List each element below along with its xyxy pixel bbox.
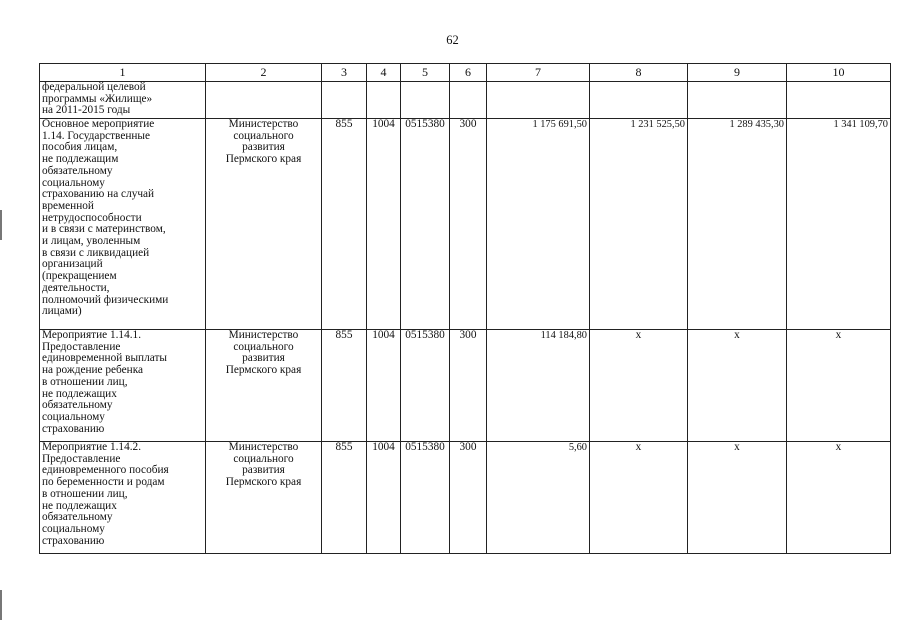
code-cell bbox=[450, 82, 487, 119]
amount-cell: 1 231 525,50 bbox=[590, 119, 688, 330]
amount-cell bbox=[787, 82, 891, 119]
page-number: 62 bbox=[446, 33, 459, 47]
table-row bbox=[40, 442, 891, 554]
code-cell: 855 bbox=[322, 119, 367, 330]
measure-name: Мероприятие 1.14.1. Предоставление единовременной выплаты на рождение ребенка в отношении лиц, не подлежащих обязательному социальному страхованию bbox=[42, 329, 167, 435]
column-header: 4 bbox=[367, 64, 401, 82]
code-cell bbox=[401, 82, 450, 119]
amount-cell bbox=[590, 82, 688, 119]
executor-cell bbox=[206, 82, 322, 119]
code-cell: 300 bbox=[450, 119, 487, 330]
code-cell bbox=[322, 82, 367, 119]
amount-cell bbox=[487, 82, 590, 119]
column-header: 5 bbox=[401, 64, 450, 82]
measure-name-cell bbox=[40, 82, 206, 119]
amount-cell: 1 175 691,50 bbox=[487, 119, 590, 330]
executor: Министерство социального развития Пермского края bbox=[225, 329, 302, 377]
column-header: 6 bbox=[450, 64, 487, 82]
measure-name-cell bbox=[40, 330, 206, 442]
budget-table bbox=[39, 63, 891, 554]
code-cell: 300 bbox=[450, 330, 487, 442]
not-applicable-cell: х bbox=[787, 442, 891, 554]
table-row bbox=[40, 330, 891, 442]
amount-cell bbox=[688, 82, 787, 119]
code-cell: 855 bbox=[322, 442, 367, 554]
table-row bbox=[40, 82, 891, 119]
column-header: 7 bbox=[487, 64, 590, 82]
measure-name: Мероприятие 1.14.2. Предоставление единовременного пособия по беременности и родам в отношении лиц, не подлежащих обязательному социальному страхованию bbox=[42, 441, 169, 547]
measure-name: федеральной целевой программы «Жилище» на 2011-2015 годы bbox=[42, 81, 153, 117]
executor-cell bbox=[206, 330, 322, 442]
executor-cell bbox=[206, 119, 322, 330]
code-cell: 1004 bbox=[367, 442, 401, 554]
column-header: 1 bbox=[40, 64, 206, 82]
scan-edge-mark bbox=[0, 210, 2, 240]
not-applicable-cell: х bbox=[688, 442, 787, 554]
code-cell: 300 bbox=[450, 442, 487, 554]
column-header: 8 bbox=[590, 64, 688, 82]
amount-cell: 5,60 bbox=[487, 442, 590, 554]
amount-cell: 1 289 435,30 bbox=[688, 119, 787, 330]
not-applicable-cell: х bbox=[590, 330, 688, 442]
not-applicable-cell: х bbox=[590, 442, 688, 554]
column-header: 9 bbox=[688, 64, 787, 82]
executor: Министерство социального развития Пермского края bbox=[225, 118, 302, 166]
code-cell: 0515380 bbox=[401, 442, 450, 554]
column-header: 10 bbox=[787, 64, 891, 82]
amount-cell: 114 184,80 bbox=[487, 330, 590, 442]
column-header: 2 bbox=[206, 64, 322, 82]
column-header: 3 bbox=[322, 64, 367, 82]
code-cell: 855 bbox=[322, 330, 367, 442]
code-cell: 0515380 bbox=[401, 330, 450, 442]
not-applicable-cell: х bbox=[688, 330, 787, 442]
executor: Министерство социального развития Пермского края bbox=[225, 441, 302, 489]
code-cell: 1004 bbox=[367, 119, 401, 330]
measure-name-cell bbox=[40, 119, 206, 330]
measure-name-cell bbox=[40, 442, 206, 554]
measure-name: Основное мероприятие 1.14. Государственные пособия лицам, не подлежащим обязательному социальному страхованию на случай временной нетрудоспособности и в связи с материнством, и лицам, уволенным в связи с ликвидацией организаций (прекращением деятельности, полномочий физическими лицами) bbox=[42, 118, 169, 318]
scan-edge-mark bbox=[0, 590, 2, 620]
table-header-row bbox=[40, 64, 891, 82]
not-applicable-cell: х bbox=[787, 330, 891, 442]
code-cell: 0515380 bbox=[401, 119, 450, 330]
code-cell: 1004 bbox=[367, 330, 401, 442]
executor-cell bbox=[206, 442, 322, 554]
table-row bbox=[40, 119, 891, 330]
amount-cell: 1 341 109,70 bbox=[787, 119, 891, 330]
code-cell bbox=[367, 82, 401, 119]
